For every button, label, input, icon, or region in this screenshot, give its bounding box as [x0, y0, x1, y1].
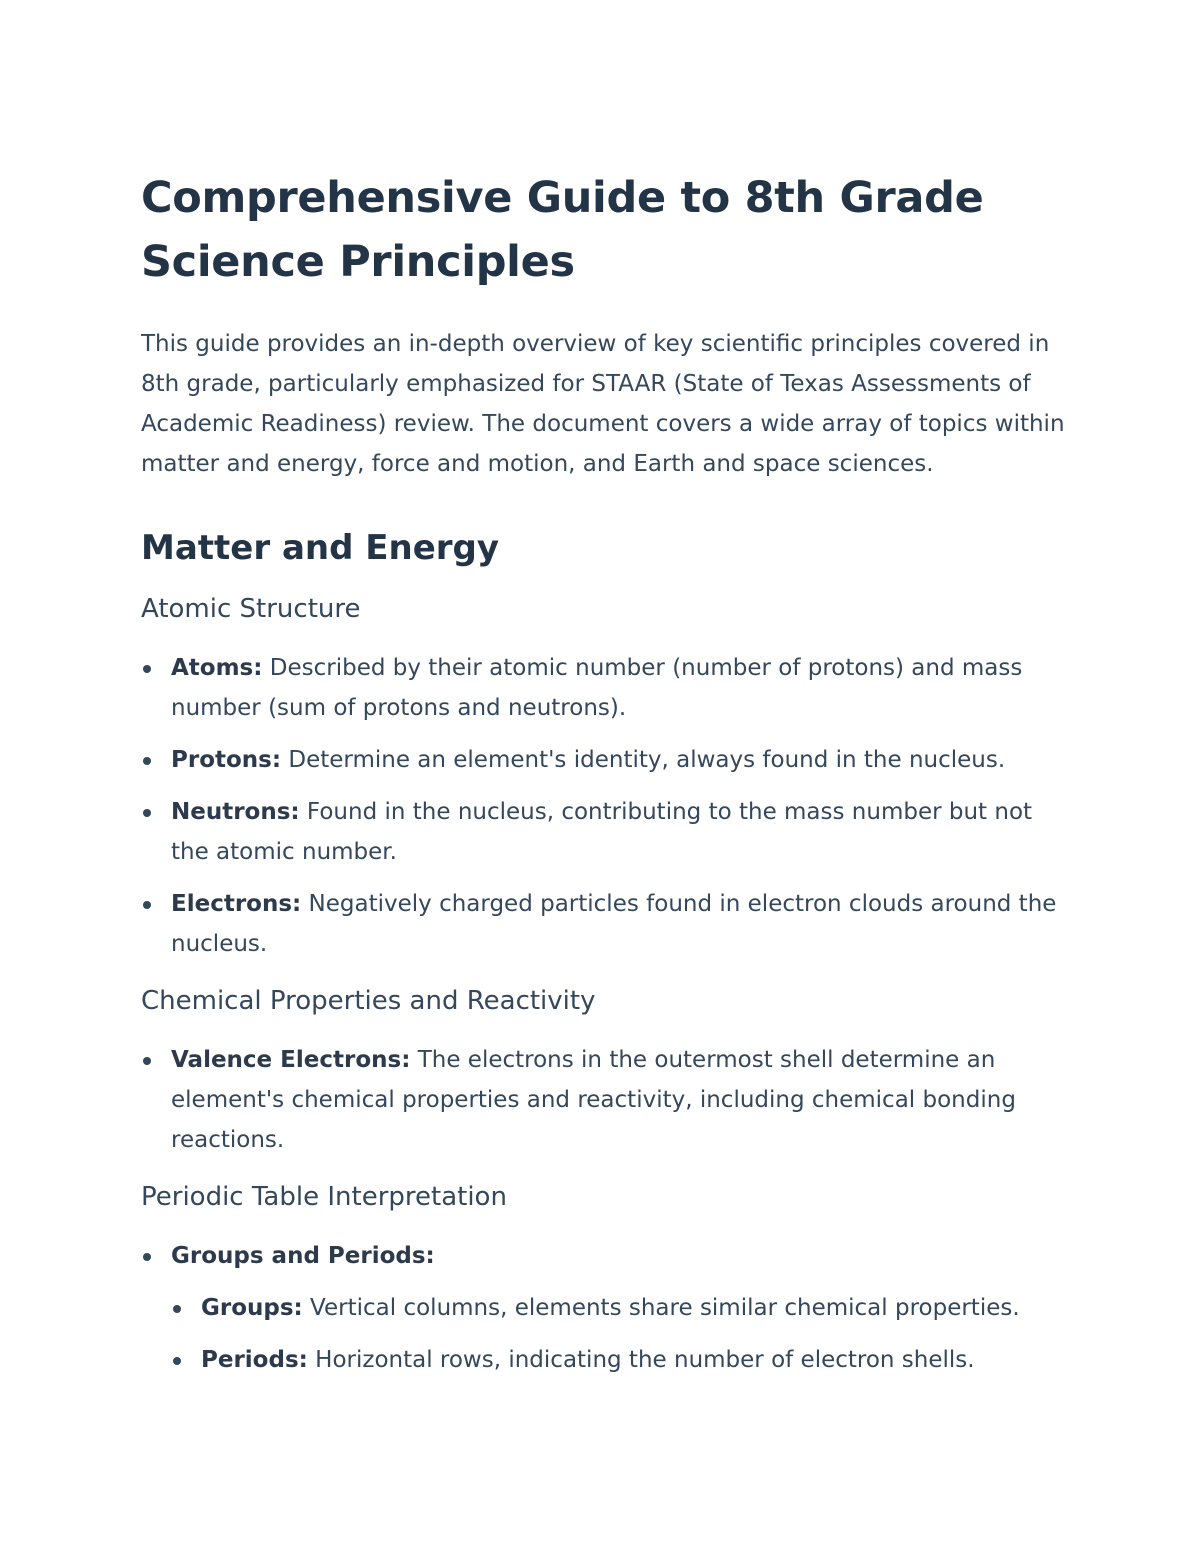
term-label: Protons: — [171, 747, 282, 773]
term-label: Periods: — [201, 1347, 308, 1373]
periodic-table-list — [141, 1236, 1071, 1380]
subheading-periodic-table: Periodic Table Interpretation — [141, 1182, 507, 1212]
chemical-properties-list — [141, 1040, 1071, 1160]
subheading-atomic-structure: Atomic Structure — [141, 594, 361, 624]
term-label: Valence Electrons: — [171, 1047, 411, 1073]
list-item — [141, 1040, 1071, 1160]
term-label: Atoms: — [171, 655, 263, 681]
term-text: Determine an element's identity, always found in the nucleus. — [281, 747, 1006, 773]
term-label: Neutrons: — [171, 799, 300, 825]
term-text: Negatively charged particles found in electron clouds around the nucleus. — [171, 891, 1057, 957]
term-text: Described by their atomic number (number of protons) and mass number (sum of protons and neutrons). — [171, 655, 1023, 721]
list-item — [141, 1236, 1071, 1380]
atomic-structure-list — [141, 648, 1071, 964]
nested-list-item — [171, 1340, 1071, 1380]
intro-paragraph: This guide provides an in-depth overview of key scientific principles covered in 8th grade, particularly emphasized for STAAR (State of Texas Assessments of Academic Readiness) review. The document covers a wide array of topics within matter and energy, force and motion, and Earth and space sciences. — [141, 331, 1065, 477]
term-text: Vertical columns, elements share similar chemical properties. — [302, 1295, 1020, 1321]
list-item — [141, 648, 1071, 728]
section-heading-matter-energy: Matter and Energy — [141, 528, 500, 568]
list-item — [141, 792, 1071, 872]
nested-list-item — [171, 1288, 1071, 1328]
nested-list — [171, 1288, 1071, 1380]
term-text: Found in the nucleus, contributing to the mass number but not the atomic number. — [171, 799, 1033, 865]
list-item — [141, 740, 1071, 780]
term-text: Horizontal rows, indicating the number of electron shells. — [307, 1347, 975, 1373]
list-item — [141, 884, 1071, 964]
page-title: Comprehensive Guide to 8th Grade Science Principles — [141, 173, 984, 287]
document-page — [141, 166, 1071, 1392]
subheading-chemical-properties: Chemical Properties and Reactivity — [141, 986, 596, 1016]
term-label: Groups and Periods: — [171, 1243, 435, 1269]
term-text: The electrons in the outermost shell determine an element's chemical properties and reactivity, including chemical bonding reactions. — [171, 1047, 1016, 1153]
term-label: Groups: — [201, 1295, 303, 1321]
term-label: Electrons: — [171, 891, 302, 917]
